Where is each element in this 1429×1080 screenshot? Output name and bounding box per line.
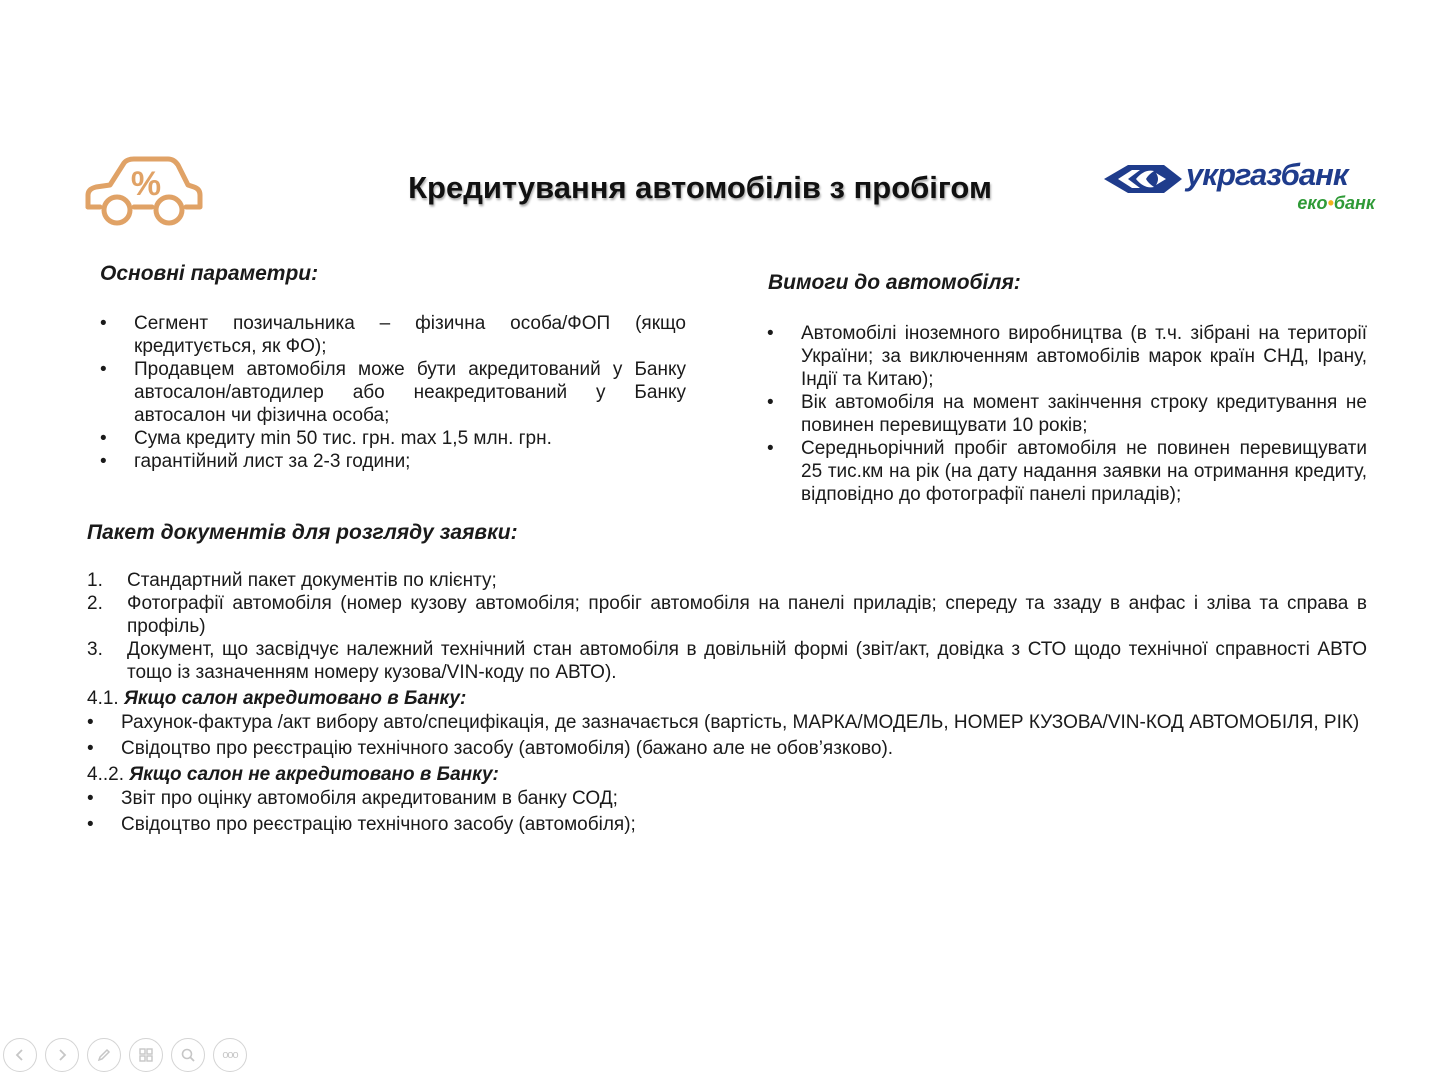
- item-text: Свідоцтво про реєстрацію технічного засобу (автомобіля) (бажано але не обов’язково).: [121, 738, 894, 759]
- bullet: •: [100, 428, 107, 449]
- numbered-item: [87, 569, 1367, 592]
- bullet: •: [87, 814, 94, 835]
- requirements-list: [767, 322, 1367, 506]
- bullet: •: [87, 712, 94, 733]
- list-item: [767, 391, 1367, 437]
- item-number: 3.: [87, 639, 103, 660]
- bullet: •: [87, 788, 94, 809]
- bullet: •: [87, 738, 94, 759]
- numbered-item: [87, 638, 1367, 684]
- item-text: Стандартний пакет документів по клієнту;: [127, 570, 497, 591]
- item-text: Свідоцтво про реєстрацію технічного засобу (автомобіля);: [121, 814, 636, 835]
- eco-dot: •: [1327, 193, 1334, 213]
- accredited-subheading: [87, 687, 1367, 711]
- subheading-label: Якщо салон не акредитовано в Банку:: [129, 764, 499, 785]
- item-text: Автомобілі іноземного виробництва (в т.ч. зібрані на території України; за виключенням автомобілів марок країн СНД, Ірану, Індії та Китаю);: [801, 323, 1367, 390]
- item-text: Середньорічний пробіг автомобіля не повинен перевищувати 25 тис.км на рік (на дату надання заявки на отримання кредиту, відповідно до фотографії панелі приладів);: [801, 438, 1367, 505]
- eco-prefix: еко: [1297, 193, 1328, 213]
- item-text: Фотографії автомобіля (номер кузову автомобіля; пробіг автомобіля на панелі приладів; спереду та ззаду в анфас і зліва та справа в профіль): [127, 593, 1367, 637]
- eco-bank-label: [1297, 193, 1375, 214]
- list-item: [100, 450, 686, 473]
- item-text: гарантійний лист за 2-3 години;: [134, 451, 411, 472]
- list-item: [87, 737, 1367, 761]
- bank-emblem-icon: [1102, 161, 1182, 197]
- bullet: •: [767, 438, 774, 459]
- list-item: [87, 813, 1367, 837]
- list-item: [100, 312, 686, 358]
- car-percent-icon: [82, 155, 206, 231]
- item-text: Сума кредиту min 50 тис. грн. max 1,5 млн. грн.: [134, 428, 552, 449]
- requirements-heading: Вимоги до автомобіля:: [768, 271, 1021, 294]
- bullet: •: [767, 392, 774, 413]
- subheading-number: 4.1.: [87, 688, 124, 709]
- item-text: Вік автомобіля на момент закінчення строку кредитування не повинен перевищувати 10 років;: [801, 392, 1367, 436]
- bullet: •: [100, 451, 107, 472]
- list-item: [100, 427, 686, 450]
- bullet: •: [767, 323, 774, 344]
- slideshow-controls: [3, 1038, 247, 1072]
- bullet: •: [100, 313, 107, 334]
- list-item: [767, 437, 1367, 506]
- more-label: ooo: [222, 1049, 238, 1061]
- item-text: Сегмент позичальника – фізична особа/ФОП (якщо кредитується, як ФО);: [134, 313, 686, 357]
- svg-text:%: %: [130, 165, 162, 203]
- eco-suffix: банк: [1333, 193, 1375, 213]
- list-item: [100, 358, 686, 427]
- subheading-label: Якщо салон акредитовано в Банку:: [123, 688, 467, 709]
- zoom-icon[interactable]: [171, 1038, 205, 1072]
- subheading-number: 4..2.: [87, 764, 130, 785]
- item-text: Рахунок-фактура /акт вибору авто/специфікація, де зазначається (вартість, МАРКА/МОДЕЛЬ, НОМЕР КУЗОВА/VIN-КОД АВТОМОБІЛЯ, РІК): [121, 712, 1360, 733]
- item-number: 1.: [87, 570, 103, 591]
- non-accredited-subheading: [87, 763, 1367, 787]
- item-text: Звіт про оцінку автомобіля акредитованим в банку СОД;: [121, 788, 618, 809]
- slide-title: Кредитування автомобілів з пробігом: [408, 170, 992, 205]
- bullet: •: [100, 359, 107, 380]
- next-icon[interactable]: [45, 1038, 79, 1072]
- previous-icon[interactable]: [3, 1038, 37, 1072]
- params-list: [100, 312, 686, 473]
- more-icon[interactable]: [213, 1038, 247, 1072]
- slides-icon[interactable]: [129, 1038, 163, 1072]
- params-heading: Основні параметри:: [100, 262, 319, 285]
- item-text: Документ, що засвідчує належний технічний стан автомобіля в довільній формі (звіт/акт, довідка з СТО щодо технічної справності АВТО тощо із зазначенням номеру кузова/VIN-коду по АВТО).: [127, 639, 1367, 683]
- docs-heading: Пакет документів для розгляду заявки:: [87, 521, 518, 544]
- list-item: [87, 711, 1367, 735]
- list-item: [767, 322, 1367, 391]
- numbered-item: [87, 592, 1367, 638]
- item-text: Продавцем автомобіля може бути акредитований у Банку автосалон/автодилер або неакредитований у Банку автосалон чи фізична особа;: [134, 359, 686, 426]
- bank-logo: [1102, 155, 1377, 217]
- docs-list: [87, 569, 1367, 839]
- item-number: 2.: [87, 593, 103, 614]
- pen-icon[interactable]: [87, 1038, 121, 1072]
- list-item: [87, 787, 1367, 811]
- bank-name: укргазбанк: [1186, 157, 1348, 192]
